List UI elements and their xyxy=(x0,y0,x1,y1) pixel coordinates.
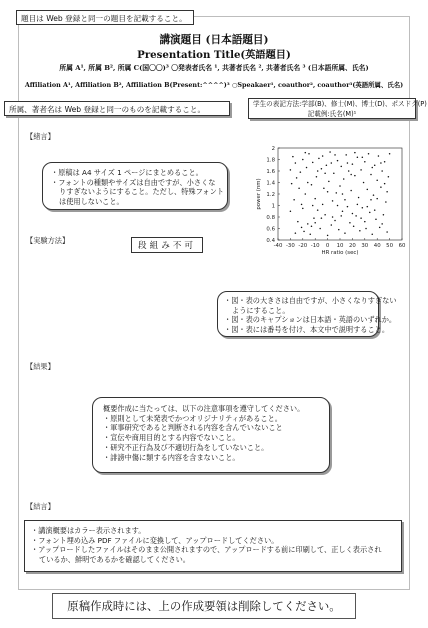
scatter-point xyxy=(317,209,319,211)
scatter-point xyxy=(295,162,297,164)
scatter-point xyxy=(307,182,309,184)
title-instruction-text: 題目は Web 登録と同一の題目を記載すること。 xyxy=(21,14,187,23)
scatter-point xyxy=(362,207,364,209)
scatter-point xyxy=(380,162,382,164)
scatter-point xyxy=(298,188,300,190)
scatter-point xyxy=(336,192,338,194)
scatter-point xyxy=(293,199,295,201)
scatter-point xyxy=(332,216,334,218)
authors-line: 所属 A¹, 所属 B², 所属 C(国〇〇)³ 〇発表者氏名 ¹, 共著者氏名 ², 共著者氏名 ³ (日本語所属、氏名) xyxy=(59,64,369,72)
scatter-point xyxy=(303,231,305,233)
scatter-point xyxy=(311,184,312,186)
scatter-point xyxy=(365,228,367,230)
delete-instructions-notice xyxy=(52,593,356,619)
scatter-point xyxy=(359,230,361,232)
scatter-point xyxy=(352,213,354,215)
scatter-point xyxy=(306,167,308,169)
scatter-point xyxy=(344,199,346,201)
scatter-point xyxy=(305,193,307,195)
y-tick-label: 0.6 xyxy=(266,226,275,233)
format-line: は使用しないこと。 xyxy=(59,197,124,207)
section-intro: 【緒言】 xyxy=(26,132,55,141)
scatter-point xyxy=(350,190,352,192)
figure-instruction-callout xyxy=(217,291,397,337)
scatter-point xyxy=(313,217,315,219)
compliance-notes-callout xyxy=(92,397,330,473)
scatter-point xyxy=(314,222,316,224)
scatter-point xyxy=(316,176,318,178)
author-instruction-text: 所属、著者名は Web 登録と同一のものを記載すること。 xyxy=(9,105,206,114)
upload-line: ているか、鮮明であるかを確認してください。 xyxy=(39,555,190,565)
upload-line: ・フォント埋め込み PDF ファイルに変換して、アップロードしてください。 xyxy=(31,535,279,545)
scatter-point xyxy=(364,221,366,223)
x-tick-label: -10 xyxy=(310,243,320,249)
title-instruction-callout xyxy=(16,10,194,25)
scatter-point xyxy=(370,199,372,201)
scatter-point xyxy=(343,178,345,180)
figure-line: ・図・表には番号を付け、本文中で説明すること。 xyxy=(224,325,390,335)
scatter-point xyxy=(350,174,352,176)
notes-line: ・原則として未発表でかつオリジナリティがあること。 xyxy=(103,413,282,423)
scatter-point xyxy=(368,153,370,155)
scatter-plot xyxy=(248,142,408,262)
scatter-point xyxy=(345,154,347,156)
x-tick-label: -30 xyxy=(285,243,295,249)
scatter-point xyxy=(324,214,326,216)
scatter-point xyxy=(367,206,369,208)
y-tick-label: 1 xyxy=(271,203,275,210)
scatter-point xyxy=(292,156,294,158)
scatter-point xyxy=(328,181,330,183)
scatter-point xyxy=(308,153,310,155)
scatter-point xyxy=(381,170,383,172)
scatter-point xyxy=(339,185,341,187)
scatter-point xyxy=(384,161,386,163)
scatter-point xyxy=(380,186,382,188)
scatter-point xyxy=(381,223,383,225)
y-tick-label: 1.6 xyxy=(266,169,275,175)
scatter-point xyxy=(374,209,376,211)
scatter-point xyxy=(358,197,360,199)
scatter-point xyxy=(300,171,302,173)
figure-line: ・図・表の大きさは自由ですが、小さくなりすぎない xyxy=(224,296,397,305)
scatter-point xyxy=(312,205,314,207)
scatter-point xyxy=(302,159,304,161)
format-instruction-callout xyxy=(42,162,228,210)
scatter-point xyxy=(344,232,346,234)
scatter-point xyxy=(337,160,339,162)
scatter-point xyxy=(371,167,373,169)
scatter-point xyxy=(340,215,342,217)
scatter-point xyxy=(295,232,297,234)
x-tick-label: 30 xyxy=(361,243,369,249)
x-tick-label: 20 xyxy=(348,243,356,249)
scatter-point xyxy=(371,234,373,236)
scatter-point xyxy=(376,198,378,200)
scatter-point xyxy=(340,166,342,168)
scatter-point xyxy=(379,227,381,229)
scatter-point xyxy=(347,162,349,164)
scatter-point xyxy=(388,176,390,178)
upload-instruction-callout xyxy=(24,520,402,572)
scatter-point xyxy=(357,204,359,206)
scatter-point xyxy=(301,227,303,229)
scatter-point xyxy=(354,175,356,177)
scatter-point xyxy=(375,219,377,221)
scatter-point xyxy=(378,155,380,157)
student-notation-callout xyxy=(248,98,427,119)
scatter-point xyxy=(385,201,387,203)
affiliations-line: Affiliation A¹, Affiliation B², Affiliation B(Present:^^^^)³ ○Speakaer¹, coauthor², coauthor³(英語所属、氏名) xyxy=(24,81,404,89)
scatter-point xyxy=(327,191,329,193)
scatter-point xyxy=(355,215,357,217)
format-line: ・フォントの種類やサイズは自由ですが、小さくな xyxy=(51,177,216,187)
delete-instructions-text: 原稿作成時には、上の作成要領は削除してください。 xyxy=(67,599,341,613)
y-tick-label: 1.8 xyxy=(266,157,275,164)
student-notation-line: 学生の表記方法:学部(B)、修士(M)、博士(D)、ポスドク(P) xyxy=(253,100,427,108)
scatter-point xyxy=(309,234,311,236)
scatter-point xyxy=(342,211,344,213)
format-line: ・原稿は A4 サイズ 1 ページにまとめること。 xyxy=(51,168,203,177)
scatter-point xyxy=(367,189,369,191)
scatter-point xyxy=(364,161,366,163)
scatter-point xyxy=(370,174,372,176)
scatter-point xyxy=(389,153,391,155)
notes-line: ・研究不正行為及び不適切行為をしていないこと。 xyxy=(103,442,269,452)
y-tick-label: 1.2 xyxy=(266,192,275,198)
scatter-point xyxy=(314,198,316,200)
scatter-point xyxy=(291,183,293,185)
author-instruction-callout xyxy=(4,101,230,116)
x-tick-label: -20 xyxy=(298,243,308,249)
notes-heading: 概要作成に当たっては、以下の注意事項を遵守してください。 xyxy=(103,404,305,413)
section-method: 【実験方法】 xyxy=(26,236,70,245)
student-example-line: 記載例:氏名(M)¹ xyxy=(307,109,357,118)
scatter-point xyxy=(338,229,340,231)
y-axis-label: power (nm) xyxy=(256,178,262,210)
section-result: 【結果】 xyxy=(26,362,55,371)
y-tick-label: 0.4 xyxy=(266,238,275,244)
scatter-point xyxy=(318,158,320,160)
upload-line: ・講演概要はカラー表示されます。 xyxy=(31,526,146,535)
x-axis-label: HR ratio (sec) xyxy=(321,250,359,256)
scatter-point xyxy=(383,214,385,216)
x-tick-label: 60 xyxy=(398,243,406,249)
figure-line: ・図・表のキャプションは日本語・英語のいずれか。 xyxy=(224,315,397,325)
scatter-plot-svg xyxy=(248,142,408,262)
scatter-point xyxy=(296,177,298,179)
scatter-point xyxy=(360,217,362,219)
scatter-point xyxy=(334,220,336,222)
scatter-point xyxy=(321,217,323,219)
scatter-point xyxy=(297,221,299,223)
scatter-point xyxy=(311,225,312,227)
scatter-point xyxy=(337,205,339,207)
notes-line: ・誹謗中傷に類する内容を含まないこと。 xyxy=(103,452,240,462)
scatter-point xyxy=(352,163,354,165)
scatter-point xyxy=(326,165,328,167)
scatter-point xyxy=(333,173,335,175)
scatter-point xyxy=(331,162,333,164)
notes-line: ・宣伝や商用目的とする内容でないこと。 xyxy=(103,433,240,443)
upload-line: ・アップロードしたファイルはそのまま公開されますので、アップロードする前に印刷して、正しく表示され xyxy=(31,545,382,555)
scatter-point xyxy=(354,152,356,154)
x-tick-label: 50 xyxy=(386,243,394,249)
format-line: りすぎないようにすること。ただし、特殊フォント xyxy=(59,187,224,197)
scatter-point xyxy=(362,156,364,158)
scatter-point xyxy=(363,182,365,184)
title-japanese: 講演題目 (日本語題目) xyxy=(159,34,269,46)
scatter-point xyxy=(317,170,319,172)
x-tick-label: 0 xyxy=(325,243,330,249)
scatter-point xyxy=(321,168,323,170)
scatter-point xyxy=(374,165,376,167)
scatter-point xyxy=(357,156,359,158)
scatter-point xyxy=(384,183,386,185)
x-tick-label: 10 xyxy=(336,243,344,249)
x-tick-label: 40 xyxy=(373,243,381,249)
scatter-point xyxy=(332,200,334,202)
y-tick-label: 1.4 xyxy=(266,180,275,187)
scatter-point xyxy=(360,169,362,171)
no-column-notice: 段組み不可 xyxy=(131,237,203,253)
scatter-point xyxy=(376,179,378,181)
scatter-point xyxy=(386,191,388,193)
scatter-point xyxy=(322,155,324,157)
plot-frame xyxy=(278,148,402,240)
scatter-point xyxy=(369,212,371,214)
scatter-point xyxy=(301,204,303,206)
scatter-point xyxy=(353,225,355,227)
scatter-point xyxy=(305,152,307,154)
scatter-point xyxy=(290,169,292,171)
scatter-point xyxy=(348,170,350,172)
scatter-point xyxy=(331,224,333,226)
scatter-point xyxy=(386,231,388,233)
notes-line: ・軍事研究であると判断される内容を含んでいないこと xyxy=(103,423,283,433)
scatter-point xyxy=(312,162,314,164)
scatter-point xyxy=(323,188,325,190)
scatter-point xyxy=(322,204,324,206)
scatter-point xyxy=(329,151,331,153)
figure-line: ようにすること。 xyxy=(232,305,290,315)
scatter-point xyxy=(349,222,351,224)
x-tick-label: -40 xyxy=(273,243,283,249)
y-tick-label: 0.8 xyxy=(266,215,275,221)
scatter-point xyxy=(373,194,375,196)
scatter-point xyxy=(347,206,349,208)
scatter-point xyxy=(319,228,321,230)
scatter-point xyxy=(342,193,344,195)
title-english: Presentation Title(英語題目) xyxy=(137,49,291,61)
scatter-point xyxy=(327,235,329,237)
scatter-point xyxy=(324,173,326,175)
y-tick-label: 2 xyxy=(271,146,275,152)
scatter-point xyxy=(302,208,304,210)
scatter-point xyxy=(334,154,336,156)
section-conclusion: 【結言】 xyxy=(26,502,55,511)
scatter-point xyxy=(290,211,292,213)
scatter-point xyxy=(307,223,309,225)
